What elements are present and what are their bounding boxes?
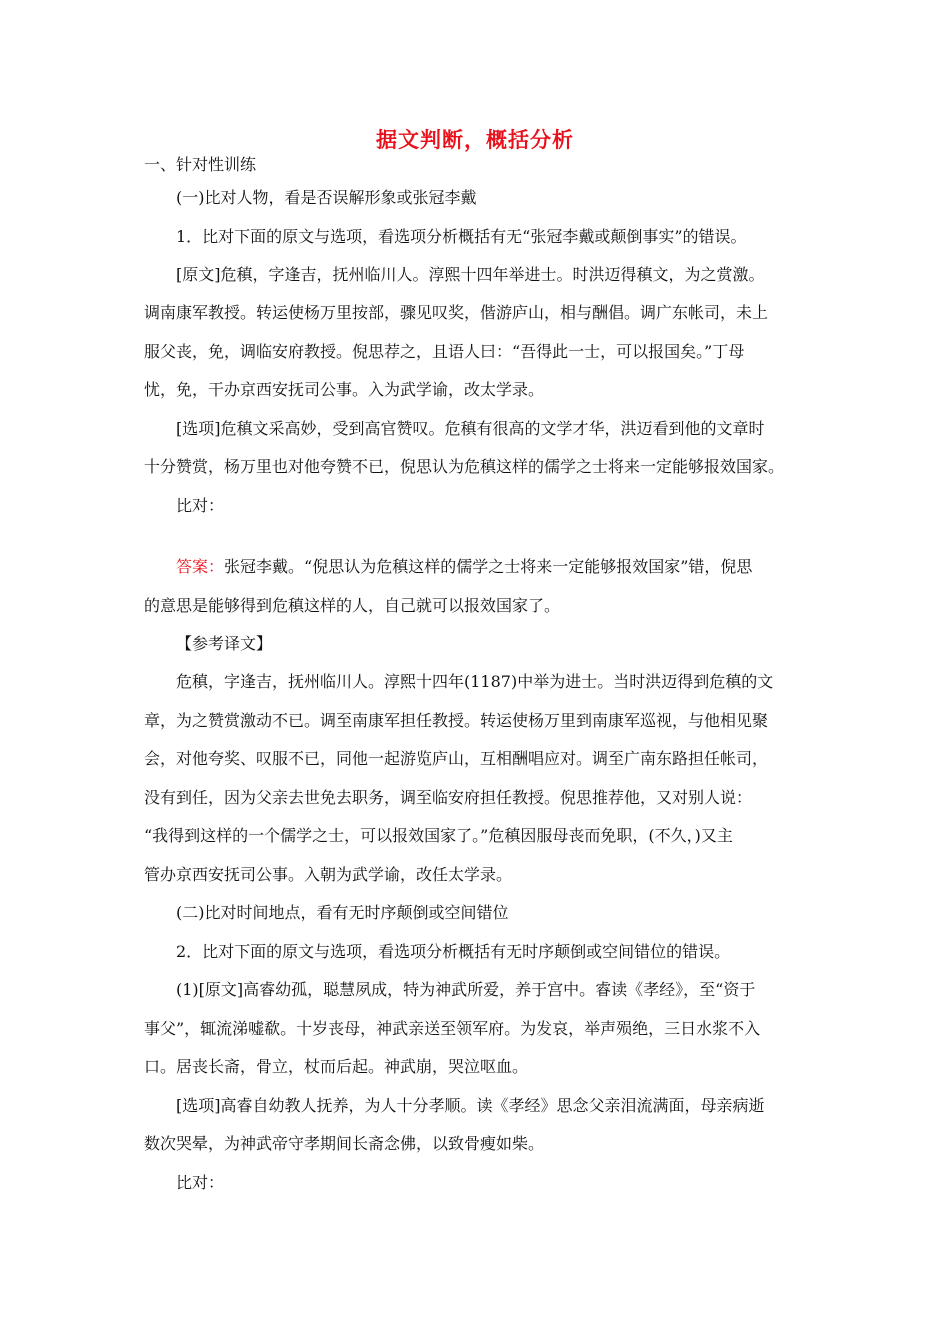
question-instruction: 1．比对下面的原文与选项，看选项分析概括有无“张冠李戴或颠倒事实”的错误。 <box>176 227 747 246</box>
reference-heading: 【参考译文】 <box>176 634 273 653</box>
subsection-heading: (二)比对时间地点，看有无时序颠倒或空间错位 <box>176 903 509 922</box>
option-text-line: 数次哭晕，为神武帝守孝期间长斋念佛，以致骨瘦如柴。 <box>144 1134 545 1153</box>
answer-text-line: 的意思是能够得到危稹这样的人，自己就可以报效国家了。 <box>144 596 561 615</box>
option-text-line: 十分赞赏，杨万里也对他夸赞不已，倪思认为危稹这样的儒学之士将来一定能够报效国家。 <box>144 457 785 476</box>
subsection-heading: (一)比对人物，看是否误解形象或张冠李戴 <box>176 188 477 207</box>
reference-text-line: 危稹，字逢吉，抚州临川人。淳熙十四年(1187)中举为进士。当时洪迈得到危稹的文 <box>176 672 774 691</box>
compare-label: 比对： <box>176 496 225 515</box>
original-text-line: (1)[原文]高睿幼孤，聪慧夙成，特为神武所爱，养于宫中。睿读《孝经》，至“资于 <box>176 980 756 999</box>
original-text-line: 服父丧，免，调临安府教授。倪思荐之，且语人曰：“吾得此一士，可以报国矣。”丁母 <box>144 342 745 361</box>
original-text-line: 事父”，辄流涕嘘欷。十岁丧母，神武亲送至领军府。为发哀，举声殒绝，三日水浆不入 <box>144 1019 761 1038</box>
answer-line <box>176 556 824 578</box>
reference-text-line: “我得到这样的一个儒学之士，可以报效国家了。”危稹因服母丧而免职，(不久，)又主 <box>144 826 733 845</box>
reference-text-line: 管办京西安抚司公事。入朝为武学谕，改任太学录。 <box>144 865 513 884</box>
compare-label: 比对： <box>176 1173 225 1192</box>
question-instruction: 2．比对下面的原文与选项，看选项分析概括有无时序颠倒或空间错位的错误。 <box>176 942 731 961</box>
original-text-line: 口。居丧长斋，骨立，杖而后起。神武崩，哭泣呕血。 <box>144 1057 529 1076</box>
option-text-line: [选项]高睿自幼教人抚养，为人十分孝顺。读《孝经》思念父亲泪流满面，母亲病逝 <box>176 1096 765 1115</box>
reference-text-line: 会，对他夸奖、叹服不已，同他一起游览庐山，互相酬唱应对。调至广南东路担任帐司， <box>144 749 769 768</box>
reference-text-line: 章，为之赞赏激动不已。调至南康军担任教授。转运使杨万里到南康军巡视，与他相见聚 <box>144 711 769 730</box>
option-text-line: [选项]危稹文采高妙，受到高官赞叹。危稹有很高的文学才华，洪迈看到他的文章时 <box>176 419 765 438</box>
section-heading: 一、针对性训练 <box>144 155 257 174</box>
original-text-line: 忧，免，干办京西安抚司公事。入为武学谕，改太学录。 <box>144 380 545 399</box>
answer-label: 答案： <box>176 557 225 576</box>
page-title: 据文判断，概括分析 <box>376 128 574 152</box>
original-text-line: [原文]危稹，字逢吉，抚州临川人。淳熙十四年举进士。时洪迈得稹文，为之赏激。 <box>176 265 765 284</box>
answer-text: 张冠李戴。“倪思认为危稹这样的儒学之士将来一定能够报效国家”错，倪思 <box>224 557 753 576</box>
reference-text-line: 没有到任，因为父亲去世免去职务，调至临安府担任教授。倪思推荐他，又对别人说： <box>144 788 753 807</box>
original-text-line: 调南康军教授。转运使杨万里按部，骤见叹奖，偕游庐山，相与酬倡。调广东帐司，未上 <box>144 303 769 322</box>
